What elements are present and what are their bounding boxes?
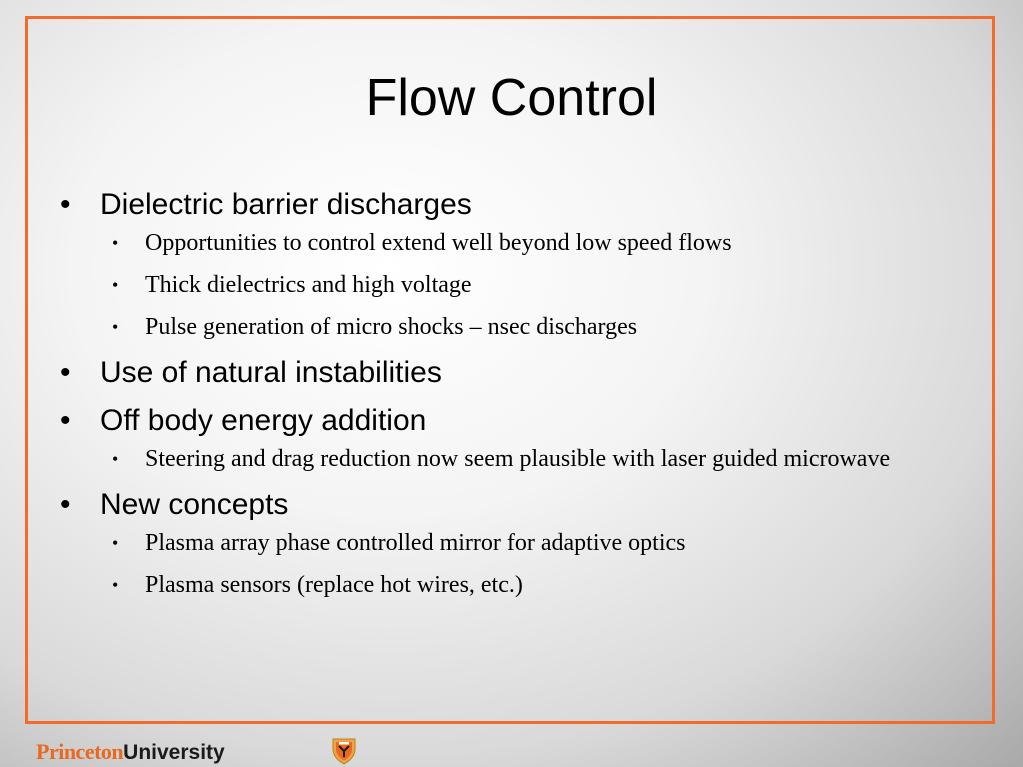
princeton-shield-icon xyxy=(331,737,357,765)
slide-content xyxy=(0,186,1023,602)
sub-bullet-text: Plasma sensors (replace hot wires, etc.) xyxy=(145,572,523,598)
sub-bullet-item xyxy=(112,226,905,260)
sub-bullet-icon: • xyxy=(112,233,119,253)
sub-bullet-icon: • xyxy=(112,533,119,553)
bullet-item xyxy=(60,354,1023,392)
logo-princeton-text: Princeton xyxy=(36,739,124,764)
sub-bullet-text: Plasma array phase controlled mirror for adaptive optics xyxy=(145,530,686,556)
sub-bullet-icon: • xyxy=(112,575,119,595)
bullet-item xyxy=(60,402,1023,440)
bullet-item xyxy=(60,486,1023,524)
bullet-icon: • xyxy=(60,188,71,221)
logo-university-text: University xyxy=(123,741,225,764)
bullet-text: Dielectric barrier discharges xyxy=(100,188,472,221)
bullet-icon: • xyxy=(60,356,71,389)
bullet-icon: • xyxy=(60,404,71,437)
bullet-text: Use of natural instabilities xyxy=(100,356,442,389)
sub-bullet-icon: • xyxy=(112,449,119,469)
slide-title: Flow Control xyxy=(365,69,658,127)
sub-bullet-icon: • xyxy=(112,317,119,337)
sub-bullet-item xyxy=(112,526,905,560)
bullet-text: Off body energy addition xyxy=(100,404,427,437)
bullet-text: New concepts xyxy=(100,488,289,521)
sub-bullet-text: Pulse generation of micro shocks – nsec discharges xyxy=(145,314,638,340)
sub-bullet-item xyxy=(112,568,905,602)
princeton-university-logo xyxy=(36,738,225,767)
sub-bullet-item xyxy=(112,310,905,344)
bullet-icon: • xyxy=(60,488,71,521)
sub-bullet-text: Opportunities to control extend well beyond low speed flows xyxy=(145,230,732,256)
bullet-item xyxy=(60,186,1023,224)
sub-bullet-item xyxy=(112,268,905,302)
sub-bullet-text: Steering and drag reduction now seem plausible with laser guided microwave xyxy=(145,446,891,472)
sub-bullet-item xyxy=(112,442,905,476)
sub-bullet-text: Thick dielectrics and high voltage xyxy=(145,272,472,298)
sub-bullet-icon: • xyxy=(112,275,119,295)
